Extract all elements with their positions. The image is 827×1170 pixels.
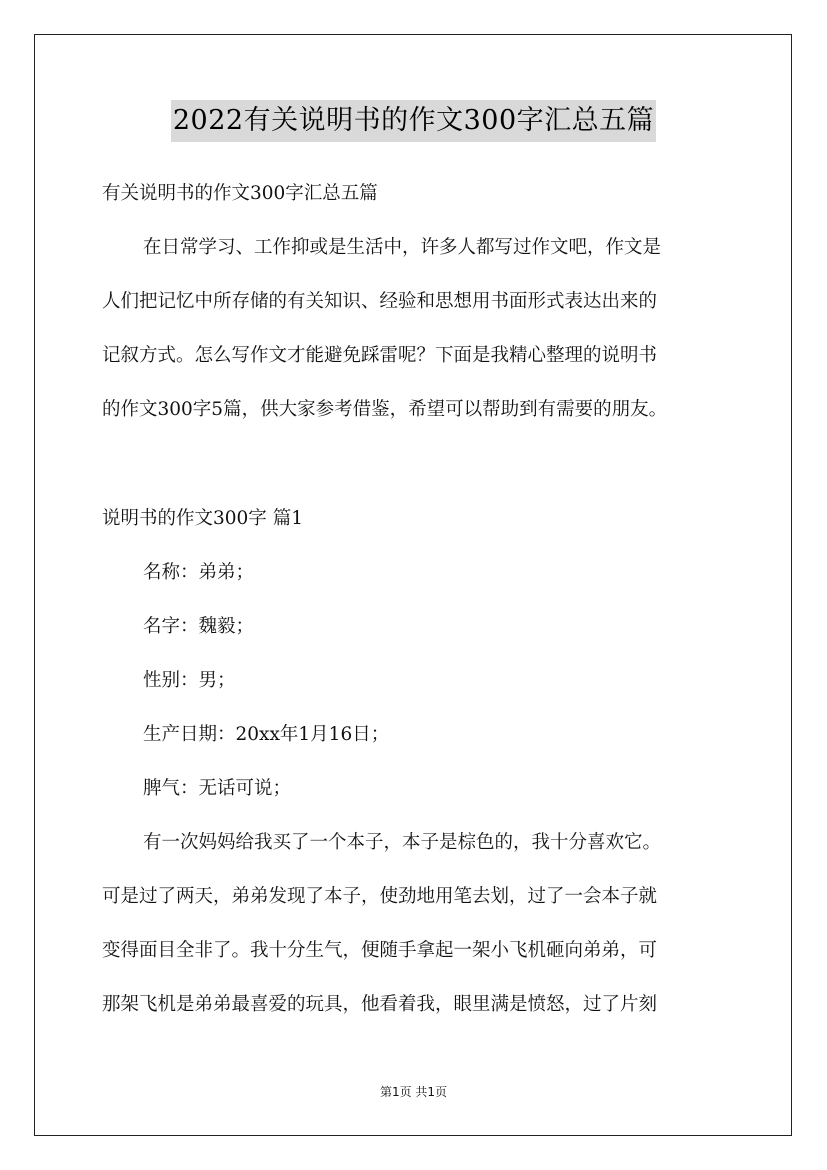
page-footer: 第1页 共1页 (379, 1085, 448, 1099)
intro-line-2: 人们把记忆中所存储的有关知识、经验和思想用书面形式表达出来的 (102, 291, 658, 312)
intro-line-1: 在日常学习、工作抑或是生活中，许多人都写过作文吧，作文是 (143, 237, 662, 258)
field-temper-line: 脾气：无话可说； (143, 778, 292, 799)
section-heading: 说明书的作文300字 篇1 (102, 508, 303, 529)
document-subtitle: 有关说明书的作文300字汇总五篇 (102, 183, 378, 204)
title-container (0, 100, 827, 142)
story-line-4: 那架飞机是弟弟最喜爱的玩具，他看着我，眼里满是愤怒，过了片刻 (102, 994, 658, 1015)
document-title: 2022有关说明书的作文300字汇总五篇 (171, 100, 656, 142)
story-line-2: 可是过了两天，弟弟发现了本子，使劲地用笔去划，过了一会本子就 (102, 886, 658, 907)
intro-line-4: 的作文300字5篇，供大家参考借鉴，希望可以帮助到有需要的朋友。 (102, 399, 668, 420)
field-gender-line: 性别：男； (143, 670, 236, 691)
field-birthdate-line: 生产日期：20xx年1月16日； (143, 724, 390, 745)
field-personal-name-line: 名字：魏毅； (143, 616, 255, 637)
story-line-1: 有一次妈妈给我买了一个本子，本子是棕色的，我十分喜欢它。 (143, 832, 662, 853)
intro-line-3: 记叙方式。怎么写作文才能避免踩雷呢？下面是我精心整理的说明书 (102, 345, 658, 366)
story-line-3: 变得面目全非了。我十分生气，便随手拿起一架小飞机砸向弟弟，可 (102, 940, 658, 961)
field-name-line: 名称：弟弟； (143, 562, 255, 583)
